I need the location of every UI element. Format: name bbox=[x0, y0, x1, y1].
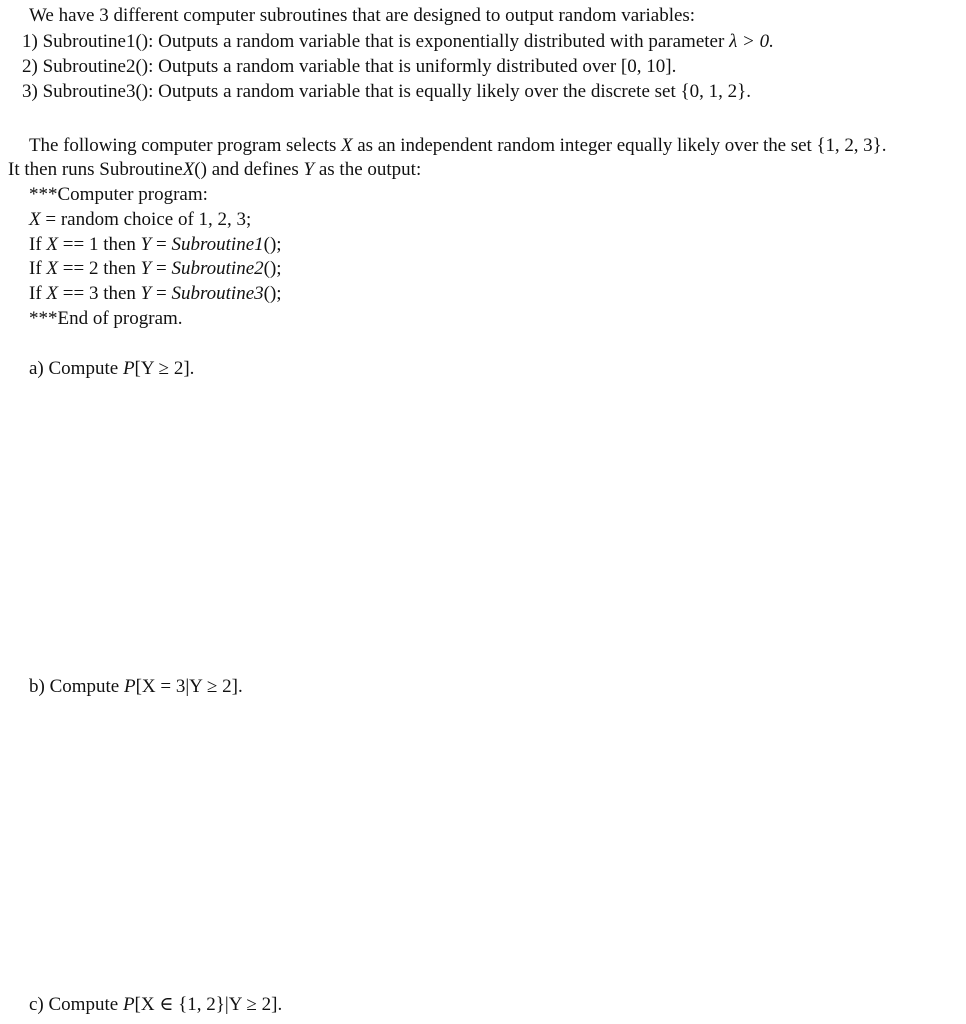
if-var-x: X bbox=[46, 258, 59, 279]
paragraph-line-2-var-x: X bbox=[182, 159, 195, 180]
paragraph-line-2-c: as the output: bbox=[318, 159, 422, 180]
program-choice-var: X bbox=[29, 209, 41, 230]
subroutine-1-item bbox=[22, 30, 774, 54]
program-if-line-2 bbox=[29, 257, 282, 281]
question-b-label: b) Compute bbox=[29, 676, 120, 697]
if-var-y: Y bbox=[140, 258, 152, 279]
paragraph-set-math: {1, 2, 3}. bbox=[816, 135, 887, 156]
question-b-p: P bbox=[124, 676, 136, 697]
if-equals: = bbox=[156, 283, 167, 304]
if-equals: = bbox=[156, 258, 167, 279]
subroutine-2-text: Outputs a random variable that is uniformly distributed over bbox=[158, 56, 617, 77]
paragraph-line-2 bbox=[8, 158, 421, 182]
question-b-expr: [X = 3|Y ≥ 2]. bbox=[135, 676, 243, 697]
question-b bbox=[29, 675, 243, 699]
paragraph-line-1 bbox=[29, 134, 886, 158]
if-var-y: Y bbox=[140, 283, 152, 304]
program-if-line-1 bbox=[29, 233, 282, 257]
subroutine-1-math: λ > 0. bbox=[729, 31, 774, 52]
subroutine-2-label: 2) Subroutine2(): bbox=[22, 56, 154, 77]
question-c bbox=[29, 993, 282, 1017]
paragraph-line-1-b: as an independent random integer equally likely over the set bbox=[357, 135, 812, 156]
paragraph-line-2-a: It then runs Subroutine bbox=[8, 159, 183, 180]
subroutine-2-math: [0, 10]. bbox=[620, 56, 677, 77]
program-if-line-3 bbox=[29, 282, 282, 306]
if-call: Subroutine2 bbox=[171, 258, 264, 279]
if-keyword: If bbox=[29, 234, 42, 255]
question-a-expr: [Y ≥ 2]. bbox=[134, 358, 195, 379]
program-end: ***End of program. bbox=[29, 308, 183, 329]
subroutine-3-math: {0, 1, 2}. bbox=[680, 81, 751, 102]
if-var-x: X bbox=[46, 283, 59, 304]
subroutine-1-label: 1) Subroutine1(): bbox=[22, 31, 154, 52]
question-a-p: P bbox=[122, 358, 135, 379]
question-c-p: P bbox=[122, 994, 135, 1015]
intro-text: We have 3 different computer subroutines that are designed to output random variables: bbox=[29, 5, 696, 26]
if-end: (); bbox=[263, 258, 282, 279]
program-start: ***Computer program: bbox=[29, 184, 208, 205]
if-end: (); bbox=[263, 234, 282, 255]
paragraph-line-2-b: () and defines bbox=[194, 159, 299, 180]
if-equals: = bbox=[156, 234, 167, 255]
if-var-y: Y bbox=[140, 234, 152, 255]
program-choice-line bbox=[29, 208, 251, 232]
paragraph-var-x: X bbox=[341, 135, 353, 156]
if-call: Subroutine1 bbox=[171, 234, 264, 255]
subroutine-3-item bbox=[22, 80, 751, 104]
subroutine-2-item bbox=[22, 55, 676, 79]
if-end: (); bbox=[263, 283, 282, 304]
subroutine-3-text: Outputs a random variable that is equally likely over the discrete set bbox=[158, 81, 676, 102]
if-condition: == 1 then bbox=[62, 234, 136, 255]
subroutine-1-text: Outputs a random variable that is exponentially distributed with parameter bbox=[158, 31, 725, 52]
if-condition: == 2 then bbox=[62, 258, 136, 279]
question-a-label: a) Compute bbox=[29, 358, 119, 379]
if-keyword: If bbox=[29, 258, 42, 279]
paragraph-line-2-var-y: Y bbox=[303, 159, 315, 180]
if-keyword: If bbox=[29, 283, 42, 304]
if-var-x: X bbox=[46, 234, 59, 255]
question-c-label: c) Compute bbox=[29, 994, 119, 1015]
question-c-expr: [X ∈ {1, 2}|Y ≥ 2]. bbox=[134, 994, 283, 1015]
question-a bbox=[29, 357, 194, 381]
subroutine-3-label: 3) Subroutine3(): bbox=[22, 81, 154, 102]
if-call: Subroutine3 bbox=[171, 283, 264, 304]
if-condition: == 3 then bbox=[62, 283, 136, 304]
paragraph-line-1-a: The following computer program selects bbox=[29, 135, 337, 156]
program-choice-text: = random choice of 1, 2, 3; bbox=[45, 209, 252, 230]
